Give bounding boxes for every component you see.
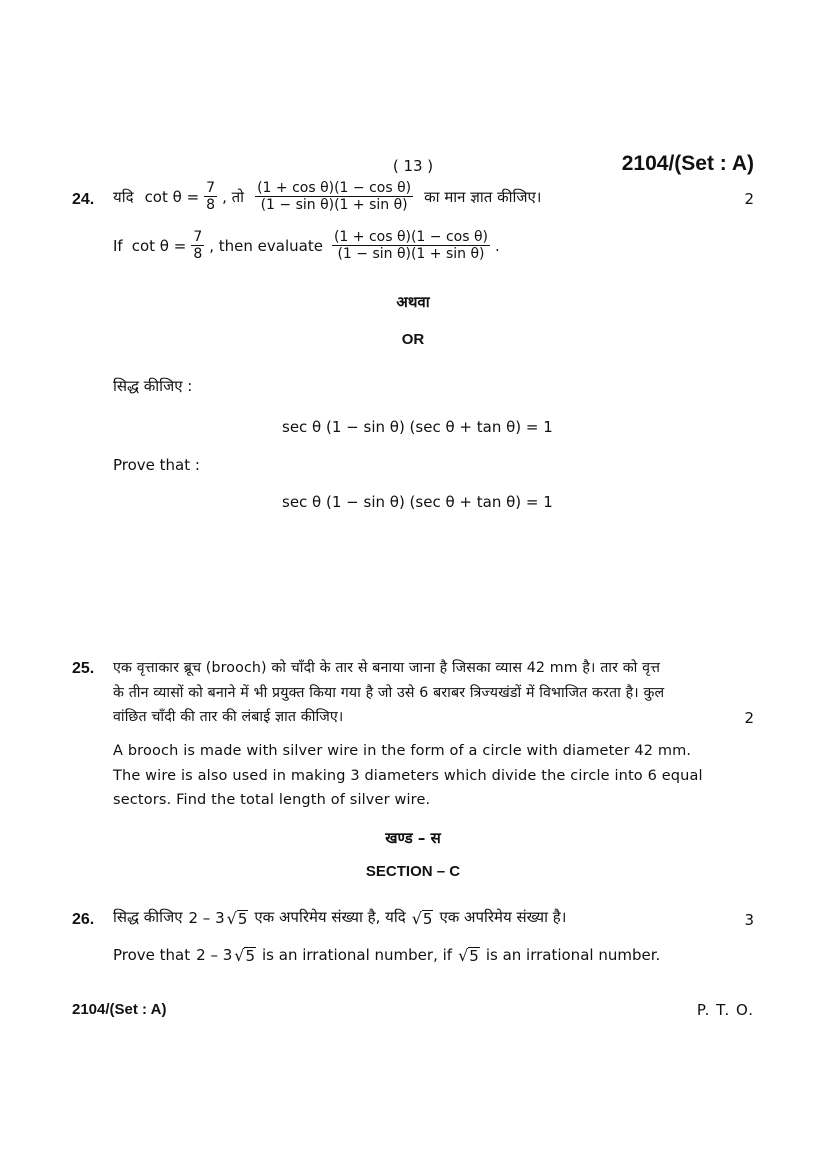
radicand: 5	[237, 909, 248, 928]
q26-english-a: Prove that	[113, 946, 191, 964]
q25-english-line: The wire is also used in making 3 diameters which divide the circle into 6 equal	[113, 767, 703, 784]
q24-english-line	[113, 229, 500, 262]
cot-lhs: cot θ =	[131, 236, 187, 255]
q26-hindi-a: सिद्ध कीजिए	[113, 908, 183, 926]
paper-code-footer: 2104/(Set : A)	[72, 1001, 167, 1018]
expr-lead: 2 – 3	[188, 909, 225, 927]
section-title-hindi: खण्ड – स	[385, 829, 441, 847]
marks: 2	[744, 190, 754, 208]
marks: 3	[744, 911, 754, 929]
q25-english-line: A brooch is made with silver wire in the form of a circle with diameter 42 mm.	[113, 743, 692, 759]
q25-english-line: sectors. Find the total length of silver wire.	[113, 792, 431, 808]
q26-english-c: is an irrational number.	[485, 946, 661, 964]
cot-fraction	[204, 180, 217, 213]
sqrt-five	[412, 910, 434, 928]
trig-denominator: (1 − sin θ)(1 + sin θ)	[337, 246, 485, 263]
marks: 2	[744, 709, 754, 727]
q25-hindi-text	[113, 656, 755, 730]
trig-numerator: (1 + cos θ)(1 − cos θ)	[333, 229, 489, 245]
prove-english: Prove that :	[113, 456, 200, 474]
expr-lead: 2 – 3	[196, 946, 233, 964]
or-english: OR	[401, 331, 425, 348]
q26-english-line	[113, 946, 660, 964]
q24-english-mid: , then evaluate	[209, 236, 323, 255]
radical-icon: √	[458, 946, 469, 965]
radical-icon: √	[234, 946, 245, 965]
cot-lhs: cot θ =	[144, 187, 200, 206]
prove-hindi: सिद्ध कीजिए :	[113, 377, 193, 395]
q24-hindi-suffix: का मान ज्ञात कीजिए।	[424, 187, 542, 206]
sqrt-five	[234, 947, 256, 965]
q25-hindi-line: वांछित चाँदी की तार की लंबाई ज्ञात कीजिए।	[113, 709, 344, 725]
or-hindi: अथवा	[396, 293, 430, 311]
radical-icon: √	[411, 909, 422, 928]
radicand: 5	[469, 946, 479, 965]
cot-numerator: 7	[193, 229, 203, 245]
cot-denominator: 8	[206, 197, 216, 214]
trig-numerator: (1 + cos θ)(1 − cos θ)	[257, 180, 412, 196]
sqrt-five	[227, 910, 249, 928]
trig-fraction	[332, 229, 490, 262]
equation: sec θ (1 − sin θ) (sec θ + tan θ) = 1	[282, 493, 553, 511]
q26-hindi-line	[113, 907, 566, 927]
section-title-english: SECTION – C	[365, 863, 461, 880]
q25-hindi-line: के तीन व्यासों को बनाने में भी प्रयुक्त किया गया है जो उसे 6 बराबर त्रिज्यखंडों में विभाजित करता है। कुल	[113, 684, 665, 701]
radical-icon: √	[226, 909, 237, 928]
paper-code-header: 2104/(Set : A)	[621, 152, 754, 175]
trig-denominator: (1 − sin θ)(1 + sin θ)	[260, 197, 408, 214]
q26-hindi-c: एक अपरिमेय संख्या है।	[439, 908, 567, 926]
radicand: 5	[422, 909, 433, 928]
pto-label: P. T. O.	[696, 1001, 754, 1019]
cot-fraction	[191, 229, 204, 262]
q26-hindi-b: एक अपरिमेय संख्या है, यदि	[254, 908, 406, 926]
cot-denominator: 8	[193, 246, 203, 263]
question-number: 24.	[72, 191, 95, 208]
q24-english-prefix: If	[113, 236, 123, 255]
q24-hindi-line	[113, 180, 541, 213]
q25-hindi-line: एक वृत्ताकार ब्रूच (brooch) को चाँदी के तार से बनाया जाना है जिसका व्यास 42 mm है। तार को वृत्त	[113, 660, 661, 676]
radicand: 5	[245, 946, 256, 965]
q24-hindi-prefix: यदि	[113, 187, 134, 206]
question-number: 26.	[72, 911, 95, 928]
question-number: 25.	[72, 660, 95, 677]
q24-hindi-mid: , तो	[222, 187, 245, 206]
page-number: ( 13 )	[392, 157, 434, 175]
q25-english-text	[113, 739, 763, 813]
equation: sec θ (1 − sin θ) (sec θ + tan θ) = 1	[282, 418, 553, 436]
q24-english-suffix: .	[495, 236, 500, 255]
sqrt-five	[458, 947, 480, 965]
cot-numerator: 7	[206, 180, 216, 196]
trig-fraction	[255, 180, 413, 213]
q26-english-b: is an irrational number, if	[262, 946, 453, 964]
